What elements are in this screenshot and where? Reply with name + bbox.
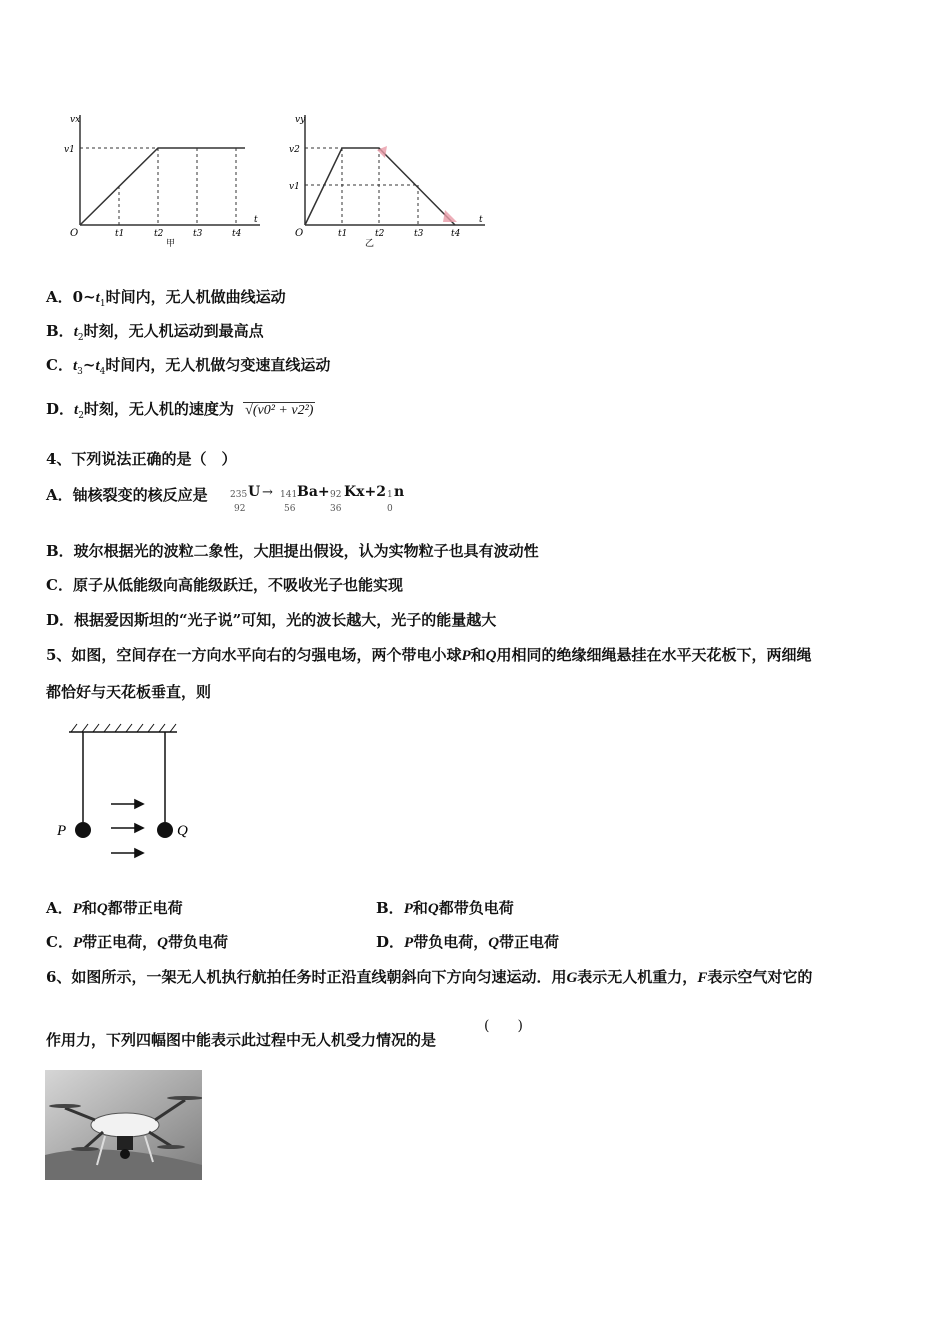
yi-x-tick-3: t3 xyxy=(414,229,424,239)
q5-option-d[interactable]: D．P带负电荷，Q带正电荷 xyxy=(376,933,560,951)
u-mass: 235 xyxy=(230,490,248,500)
q3-option-c[interactable]: C．$t_3\sim t_4$时间内，无人机做匀变速直线运动 xyxy=(46,356,331,377)
q3-option-b[interactable]: B．$t_2$时刻，无人机运动到最高点 xyxy=(46,322,264,343)
u-symbol: U xyxy=(248,484,261,500)
yi-y-tick-v2: v2 xyxy=(289,145,300,155)
jia-x-tick-3: t3 xyxy=(193,229,203,239)
n-symbol: n xyxy=(394,484,405,500)
n-z: 0 xyxy=(387,504,393,514)
fission-equation xyxy=(230,484,430,520)
q4-option-a[interactable]: A．铀核裂变的核反应是 xyxy=(46,486,208,504)
q6-stem-line2: 作用力，下列四幅图中能表示此过程中无人机受力情况的是 xyxy=(46,1031,437,1049)
arrow: → xyxy=(262,485,273,500)
kr-z: 36 xyxy=(330,504,342,514)
yi-y-tick-v1: v1 xyxy=(289,182,300,192)
q4-stem: 4、下列说法正确的是（ ） xyxy=(46,450,237,468)
q4-option-d[interactable]: D．根据爱因斯坦的“光子说”可知，光的波长越大，光子的能量越大 xyxy=(46,611,497,629)
jia-x-tick-1: t1 xyxy=(115,229,125,239)
q5-option-c[interactable]: C．P带正电荷，Q带负电荷 xyxy=(46,933,228,951)
kr-mass: 92 xyxy=(330,490,342,500)
label-p: P xyxy=(57,823,67,839)
ball-q xyxy=(157,822,173,838)
n-mass: 1 xyxy=(387,490,393,500)
jia-y-label: vx xyxy=(70,115,81,125)
jia-x-axis: t xyxy=(254,215,258,225)
ba-mass: 141 xyxy=(280,490,298,500)
ba-symbol: Ba+ xyxy=(297,484,330,500)
jia-x-tick-4: t4 xyxy=(232,229,242,239)
speed-formula: √(v0² + v2²) xyxy=(245,403,314,418)
q5-stem-line2: 都恰好与天花板垂直，则 xyxy=(46,683,212,701)
jia-x-tick-2: t2 xyxy=(154,229,164,239)
yi-x-tick-2: t2 xyxy=(375,229,385,239)
ball-p xyxy=(75,822,91,838)
q4-option-c[interactable]: C．原子从低能级向高能级跃迁，不吸收光子也能实现 xyxy=(46,576,403,594)
yi-x-tick-4: t4 xyxy=(451,229,461,239)
q3-option-d[interactable]: D．$t_2$时刻，无人机的速度为 √(v0² + v2²) xyxy=(46,400,314,421)
graph-jia xyxy=(60,110,270,250)
q5-stem-line1: 5、如图，空间存在一方向水平向右的匀强电场，两个带电小球P和Q用相同的绝缘细绳悬挂在水平天花板下，两细绳 xyxy=(46,646,812,664)
q6-stem-line1: 6、如图所示，一架无人机执行航拍任务时正沿直线朝斜向下方向匀速运动．用G表示无人机重力，F表示空气对它的 xyxy=(46,968,813,986)
u-z: 92 xyxy=(234,504,246,514)
jia-caption: 甲 xyxy=(166,239,176,249)
q4-option-b[interactable]: B．玻尔根据光的波粒二象性，大胆提出假设，认为实物粒子也具有波动性 xyxy=(46,542,539,560)
q6-answer-paren: ( ) xyxy=(484,1018,523,1034)
jia-y-tick: v1 xyxy=(64,145,75,155)
graph-yi xyxy=(285,110,495,250)
jia-origin: O xyxy=(70,228,79,239)
label-q: Q xyxy=(177,823,188,839)
yi-x-axis: t xyxy=(479,215,483,225)
ba-z: 56 xyxy=(284,504,296,514)
kr-symbol: Kx+2 xyxy=(344,484,386,500)
yi-y-label: vy xyxy=(295,115,306,125)
yi-caption: 乙 xyxy=(365,239,375,249)
q5-option-a[interactable]: A．P和Q都带正电荷 xyxy=(46,899,183,917)
yi-origin: O xyxy=(295,228,304,239)
q3-option-a[interactable]: A．$0\sim t_1$时间内，无人机做曲线运动 xyxy=(46,288,286,309)
drone-photo xyxy=(45,1070,202,1180)
charged-balls-figure xyxy=(55,720,195,865)
q5-option-b[interactable]: B．P和Q都带负电荷 xyxy=(376,899,514,917)
yi-x-tick-1: t1 xyxy=(338,229,348,239)
